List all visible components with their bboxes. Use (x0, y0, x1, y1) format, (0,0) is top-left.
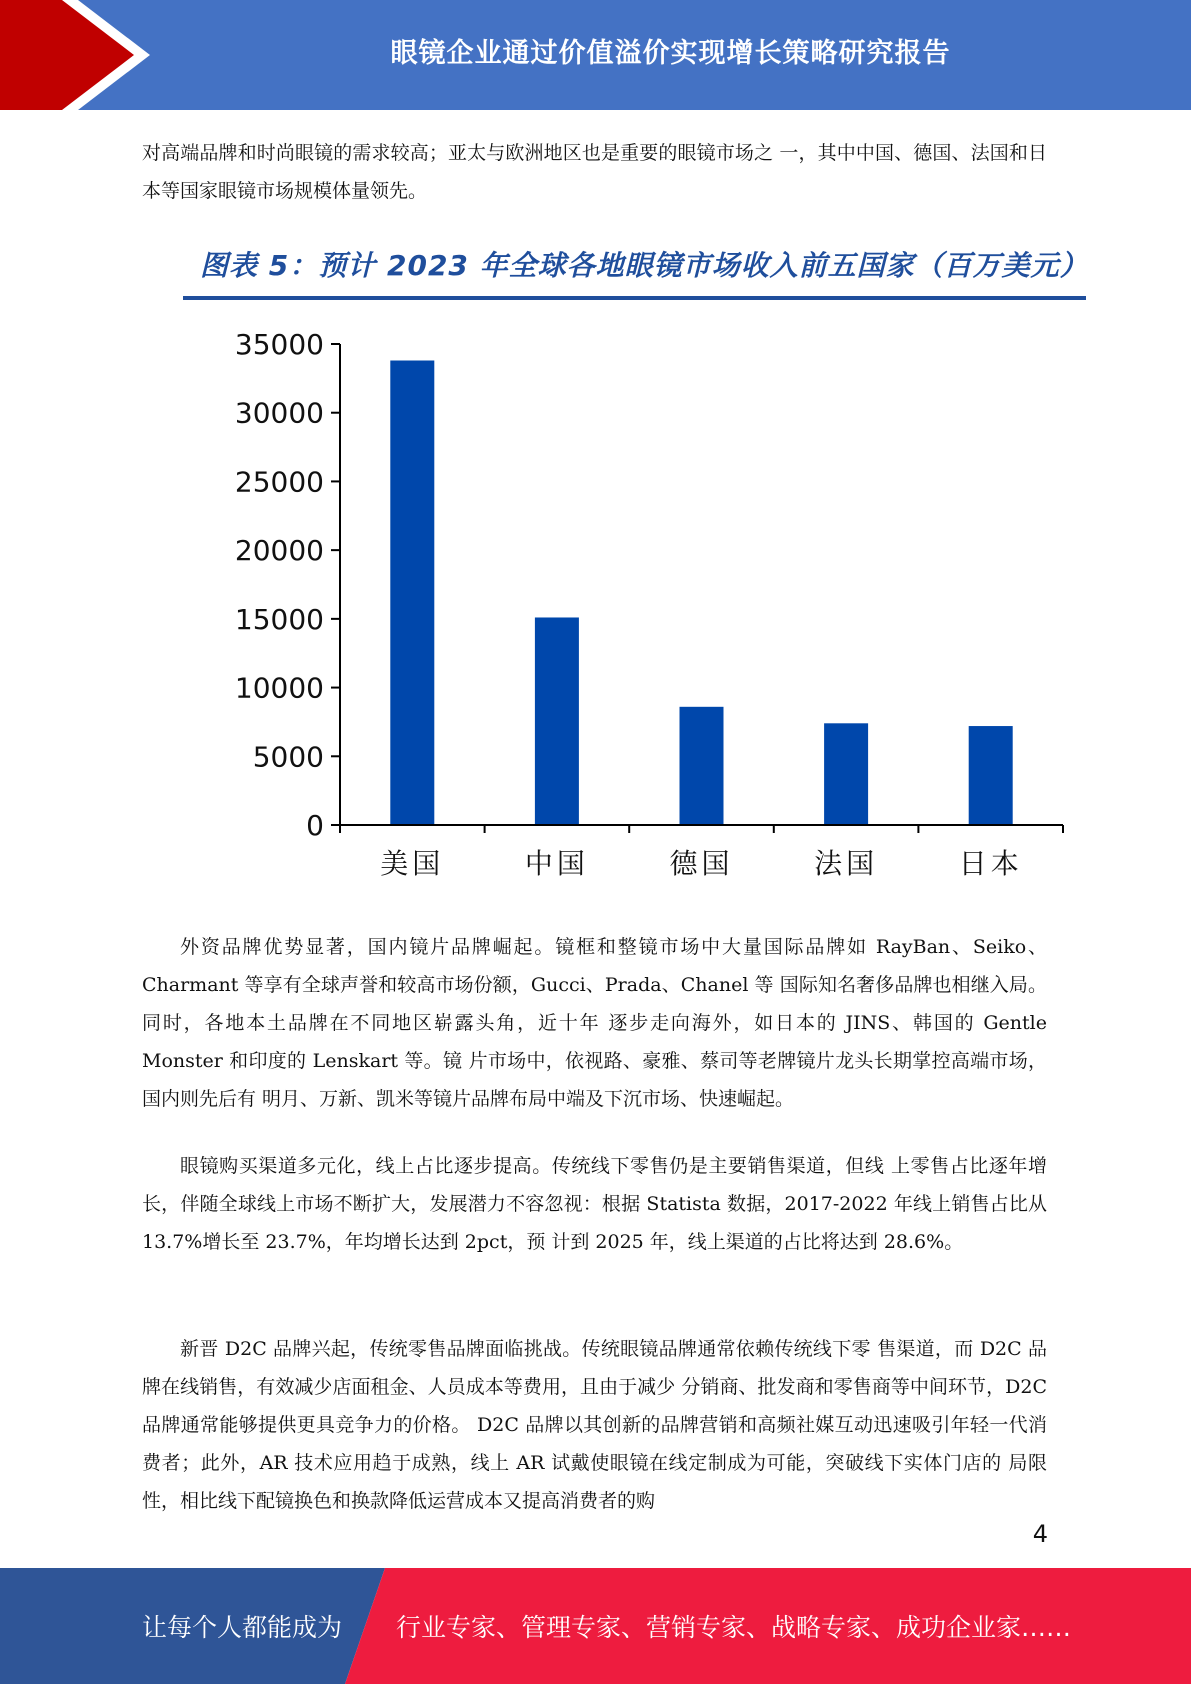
footer-slogan-right: 行业专家、管理专家、营销专家、战略专家、成功企业家…… (396, 1613, 1072, 1642)
y-tick-label: 0 (306, 809, 324, 842)
bar-4 (969, 726, 1013, 825)
y-tick-label: 10000 (234, 671, 324, 705)
bar-3 (824, 723, 868, 825)
page-footer (0, 1568, 1191, 1684)
x-category-label: 美国 (380, 847, 445, 880)
y-tick-label: 5000 (252, 740, 324, 774)
bar-1 (535, 617, 579, 825)
page-number: 4 (1032, 1520, 1048, 1548)
x-category-label: 德国 (669, 847, 734, 880)
paragraph-channels: 眼镜购买渠道多元化，线上占比逐步提高。传统线下零售仍是主要销售渠道，但线 上零售占比逐年增长，伴随全球线上市场不断扩大，发展潜力不容忽视：根据 Statista 数据，2017-2022 年线上销售占比从 13.7%增长至 23.7%，年均增长达到 2pct，预 计到 2025 年，线上渠道的占比将达到 28.6%。 (142, 1155, 1047, 1253)
y-tick-label: 15000 (234, 602, 324, 636)
footer-slogan-left: 让每个人都能成为 (142, 1613, 343, 1642)
paragraph-d2c: 新晋 D2C 品牌兴起，传统零售品牌面临挑战。传统眼镜品牌通常依赖传统线下零 售渠道，而 D2C 品牌在线销售，有效减少店面租金、人员成本等费用，且由于减少 分销商、批发商和零售商等中间环节，D2C 品牌通常能够提供更具竞争力的价格。 D2C 品牌以其创新的品牌营销和高频社媒互动迅速吸引年轻一代消费者；此外，AR 技术应用趋于成熟，线上 AR 试戴使眼镜在线定制成为可能，突破线下实体门店的 局限性，相比线下配镜换色和换款降低运营成本又提高消费者的购 (142, 1338, 1047, 1512)
y-tick-label: 20000 (234, 534, 324, 568)
figure-title-rule (183, 296, 1086, 300)
x-category-label: 日本 (958, 847, 1023, 880)
y-tick-label: 30000 (234, 396, 324, 430)
y-tick-label: 25000 (234, 465, 324, 499)
bar-0 (390, 360, 434, 825)
page-header (0, 0, 1191, 110)
paragraph-intro: 对高端品牌和时尚眼镜的需求较高；亚太与欧洲地区也是重要的眼镜市场之 一，其中中国、德国、法国和日本等国家眼镜市场规模体量领先。 (142, 142, 1047, 202)
header-title: 眼镜企业通过价值溢价实现增长策略研究报告 (390, 37, 951, 69)
x-category-label: 中国 (524, 847, 589, 880)
figure-title: 图表 5：预计 2023 年全球各地眼镜市场收入前五国家（百万美元） (200, 249, 1089, 282)
x-category-label: 法国 (814, 847, 879, 880)
bar-chart (190, 320, 1090, 900)
y-tick-label: 35000 (234, 328, 324, 361)
bar-2 (680, 707, 724, 825)
paragraph-brands: 外资品牌优势显著，国内镜片品牌崛起。镜框和整镜市场中大量国际品牌如 RayBan、Seiko、Charmant 等享有全球声誉和较高市场份额，Gucci、Prada、Chanel 等 国际知名奢侈品牌也相继入局。同时，各地本土品牌在不同地区崭露头角，近十年 逐步走向海外，如日本的 JINS、韩国的 Gentle Monster 和印度的 Lenskart 等。镜 片市场中，依视路、豪雅、蔡司等老牌镜片龙头长期掌控高端市场，国内则先后有 明月、万新、凯米等镜片品牌布局中端及下沉市场、快速崛起。 (142, 936, 1047, 1110)
